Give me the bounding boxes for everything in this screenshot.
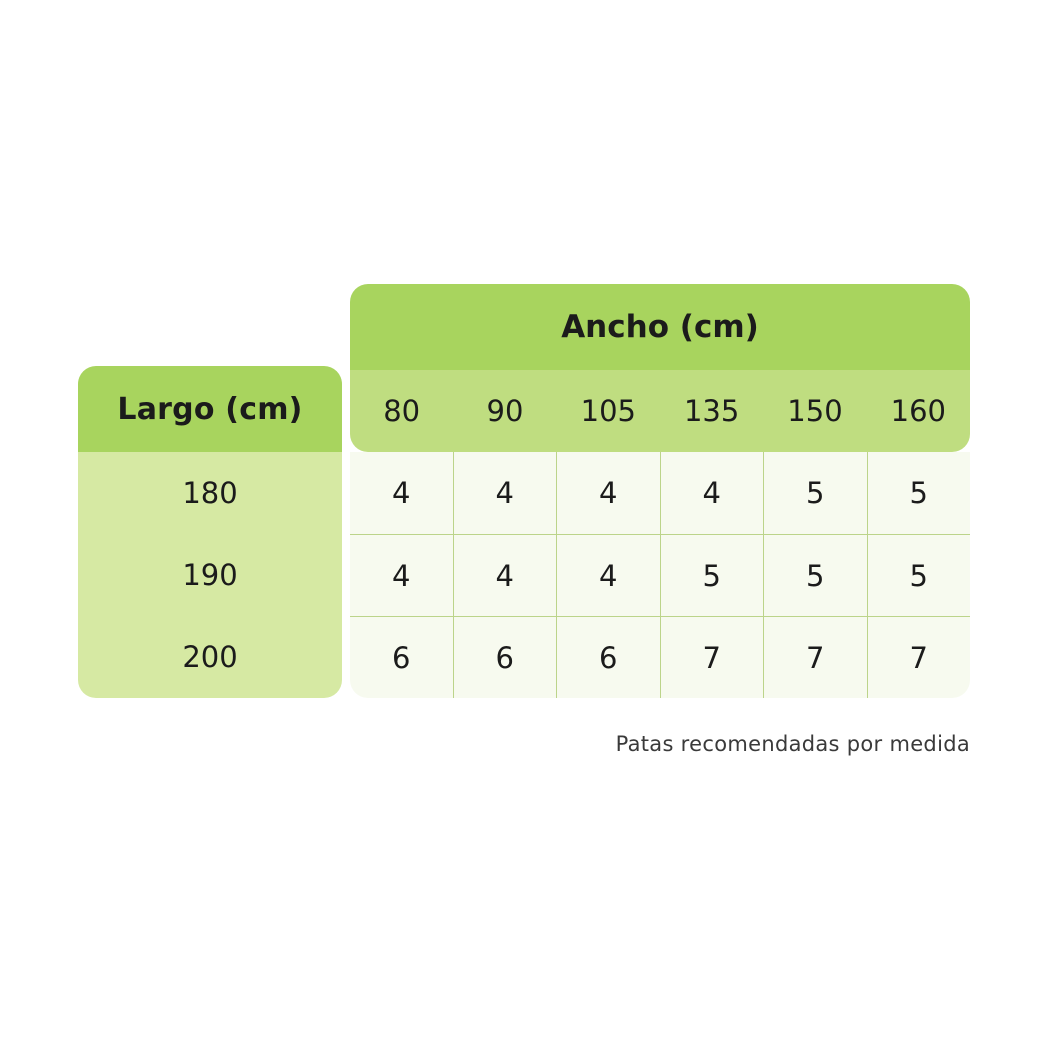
value-cell: 5: [867, 534, 971, 616]
table-row: [350, 616, 970, 698]
value-cell: 7: [763, 616, 867, 698]
value-cell: 5: [867, 452, 971, 534]
ancho-column-label: 80: [383, 394, 421, 428]
ancho-column-label: 150: [787, 394, 843, 428]
value-cell: 4: [660, 452, 764, 534]
values-grid: [350, 452, 970, 698]
value-cell: 4: [453, 452, 557, 534]
value-cell: 5: [660, 534, 764, 616]
value-cell: 6: [350, 616, 453, 698]
value-cell: 4: [350, 534, 453, 616]
table-row: [350, 452, 970, 534]
ancho-subheader-row: [350, 370, 970, 452]
ancho-header-label: Ancho (cm): [561, 309, 759, 345]
largo-values: [78, 452, 342, 698]
value-cell: 4: [556, 452, 660, 534]
ancho-column-label: 90: [486, 394, 524, 428]
largo-cell: 180: [182, 476, 238, 510]
largo-cell: 190: [182, 558, 238, 592]
ancho-column-label: 160: [890, 394, 946, 428]
value-cell: 5: [763, 534, 867, 616]
table-caption: Patas recomendadas por medida: [615, 732, 970, 756]
table-row: [350, 534, 970, 616]
largo-header-label: Largo (cm): [117, 391, 303, 427]
largo-header: [78, 366, 342, 452]
value-cell: 7: [660, 616, 764, 698]
ancho-section: [350, 284, 970, 698]
value-cell: 6: [556, 616, 660, 698]
ancho-column-label: 135: [683, 394, 740, 428]
value-cell: 6: [453, 616, 557, 698]
largo-cell: 200: [182, 640, 238, 674]
largo-column: [78, 366, 342, 698]
value-cell: 4: [556, 534, 660, 616]
value-cell: 4: [453, 534, 557, 616]
ancho-header: [350, 284, 970, 370]
value-cell: 4: [392, 476, 411, 510]
value-cell: 5: [763, 452, 867, 534]
value-cell: 7: [867, 616, 971, 698]
ancho-column-label: 105: [580, 394, 636, 428]
